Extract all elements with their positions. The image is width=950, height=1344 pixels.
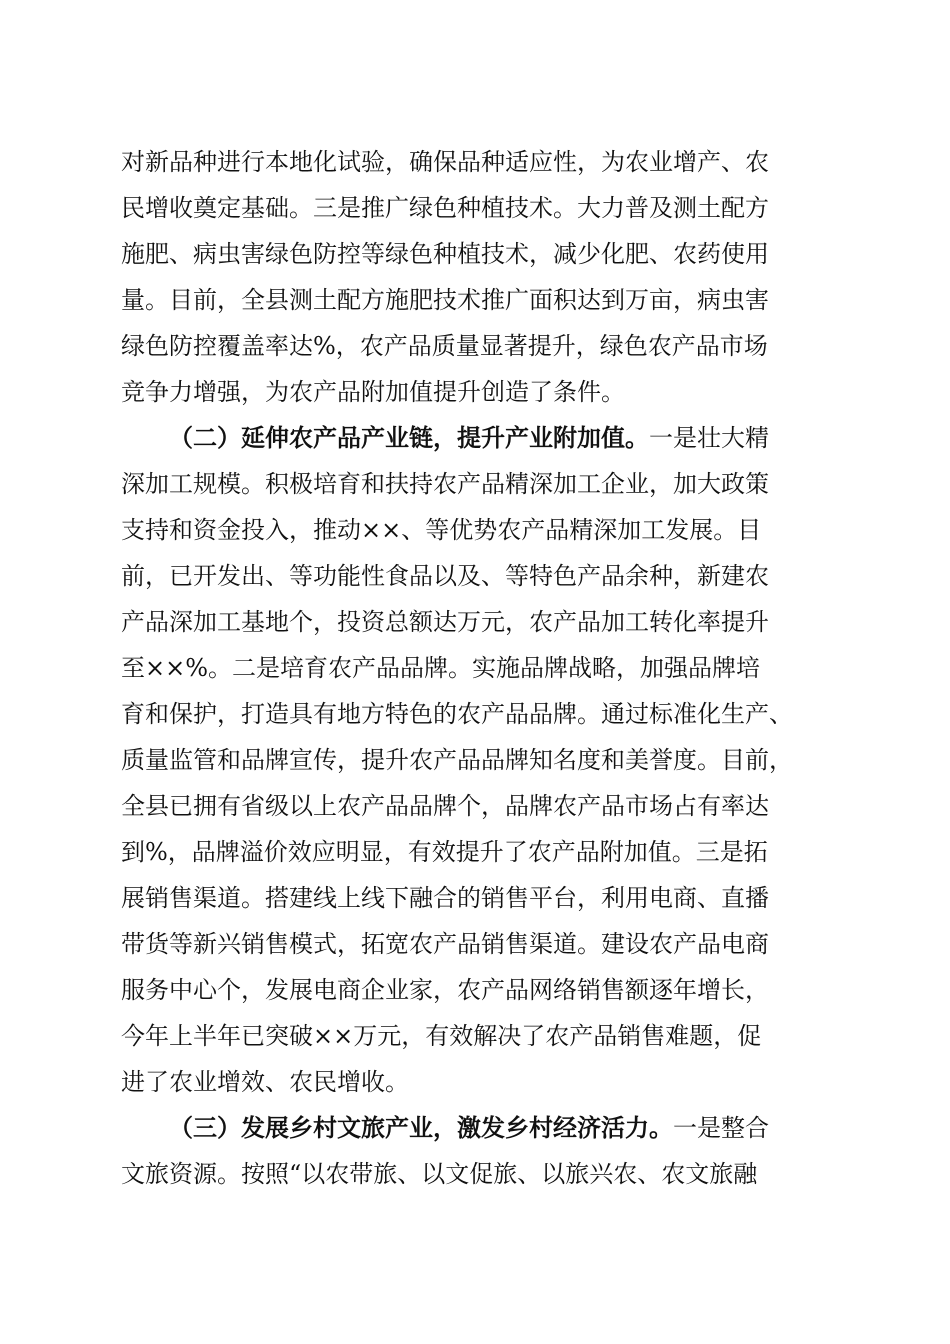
text-line [0, 692, 950, 736]
text-line [0, 738, 950, 782]
line-text: 竞争力增强，为农产品附加值提升创造了条件。 [121, 378, 625, 406]
line-text: 对新品种进行本地化试验，确保品种适应性，为农业增产、农 [121, 148, 769, 176]
line-text: 一是壮大精 [649, 424, 769, 452]
line-text: 量。目前，全县测土配方施肥技术推广面积达到万亩，病虫害 [121, 286, 769, 314]
line-text: 前，已开发出、等功能性食品以及、等特色产品余种，新建农 [121, 562, 769, 590]
section-heading-line [0, 416, 950, 460]
text-line [0, 600, 950, 644]
text-line [0, 646, 950, 690]
line-text: 带货等新兴销售模式，拓宽农产品销售渠道。建设农产品电商 [121, 930, 769, 958]
line-text: 深加工规模。积极培育和扶持农产品精深加工企业，加大政策 [121, 470, 769, 498]
line-text: 育和保护，打造具有地方特色的农产品品牌。通过标准化生产、 [121, 700, 793, 728]
text-line [0, 462, 950, 506]
line-text: 至××%。二是培育农产品品牌。实施品牌战略，加强品牌培 [121, 654, 761, 682]
line-text: 民增收奠定基础。三是推广绿色种植技术。大力普及测土配方 [121, 194, 769, 222]
line-text: 产品深加工基地个，投资总额达万元，农产品加工转化率提升 [121, 608, 769, 636]
line-text: 支持和资金投入，推动××、等优势农产品精深加工发展。目 [121, 516, 762, 544]
text-line [0, 1152, 950, 1196]
text-line [0, 324, 950, 368]
text-line [0, 554, 950, 598]
text-line [0, 508, 950, 552]
section-heading-2: （二）延伸农产品产业链，提升产业附加值。 [169, 423, 649, 452]
text-line [0, 968, 950, 1012]
text-line [0, 140, 950, 184]
text-line [0, 922, 950, 966]
line-text: 绿色防控覆盖率达%，农产品质量显著提升，绿色农产品市场 [121, 332, 768, 360]
text-line [0, 1014, 950, 1058]
line-text: 展销售渠道。搭建线上线下融合的销售平台，利用电商、直播 [121, 884, 769, 912]
line-text: 服务中心个，发展电商企业家，农产品网络销售额逐年增长， [121, 976, 769, 1004]
text-line [0, 278, 950, 322]
section-heading-wrapper [169, 1106, 769, 1150]
section-heading-3: （三）发展乡村文旅产业，激发乡村经济活力。 [169, 1113, 673, 1142]
section-heading-line [0, 1106, 950, 1150]
text-line [0, 830, 950, 874]
text-line [0, 876, 950, 920]
line-text: 到%，品牌溢价效应明显，有效提升了农产品附加值。三是拓 [121, 838, 768, 866]
text-line [0, 186, 950, 230]
line-text: 今年上半年已突破××万元，有效解决了农产品销售难题，促 [121, 1022, 762, 1050]
line-text: 质量监管和品牌宣传，提升农产品品牌知名度和美誉度。目前， [121, 746, 793, 774]
text-line [0, 232, 950, 276]
text-line [0, 370, 950, 414]
text-line [0, 784, 950, 828]
line-text: 施肥、病虫害绿色防控等绿色种植技术，减少化肥、农药使用 [121, 240, 769, 268]
text-line [0, 1060, 950, 1104]
line-text: 全县已拥有省级以上农产品品牌个，品牌农产品市场占有率达 [121, 792, 769, 820]
line-text: 文旅资源。按照“以农带旅、以文促旅、以旅兴农、农文旅融 [121, 1160, 758, 1188]
section-heading-wrapper [169, 416, 769, 460]
line-text: 一是整合 [673, 1114, 769, 1142]
line-text: 进了农业增效、农民增收。 [121, 1068, 409, 1096]
